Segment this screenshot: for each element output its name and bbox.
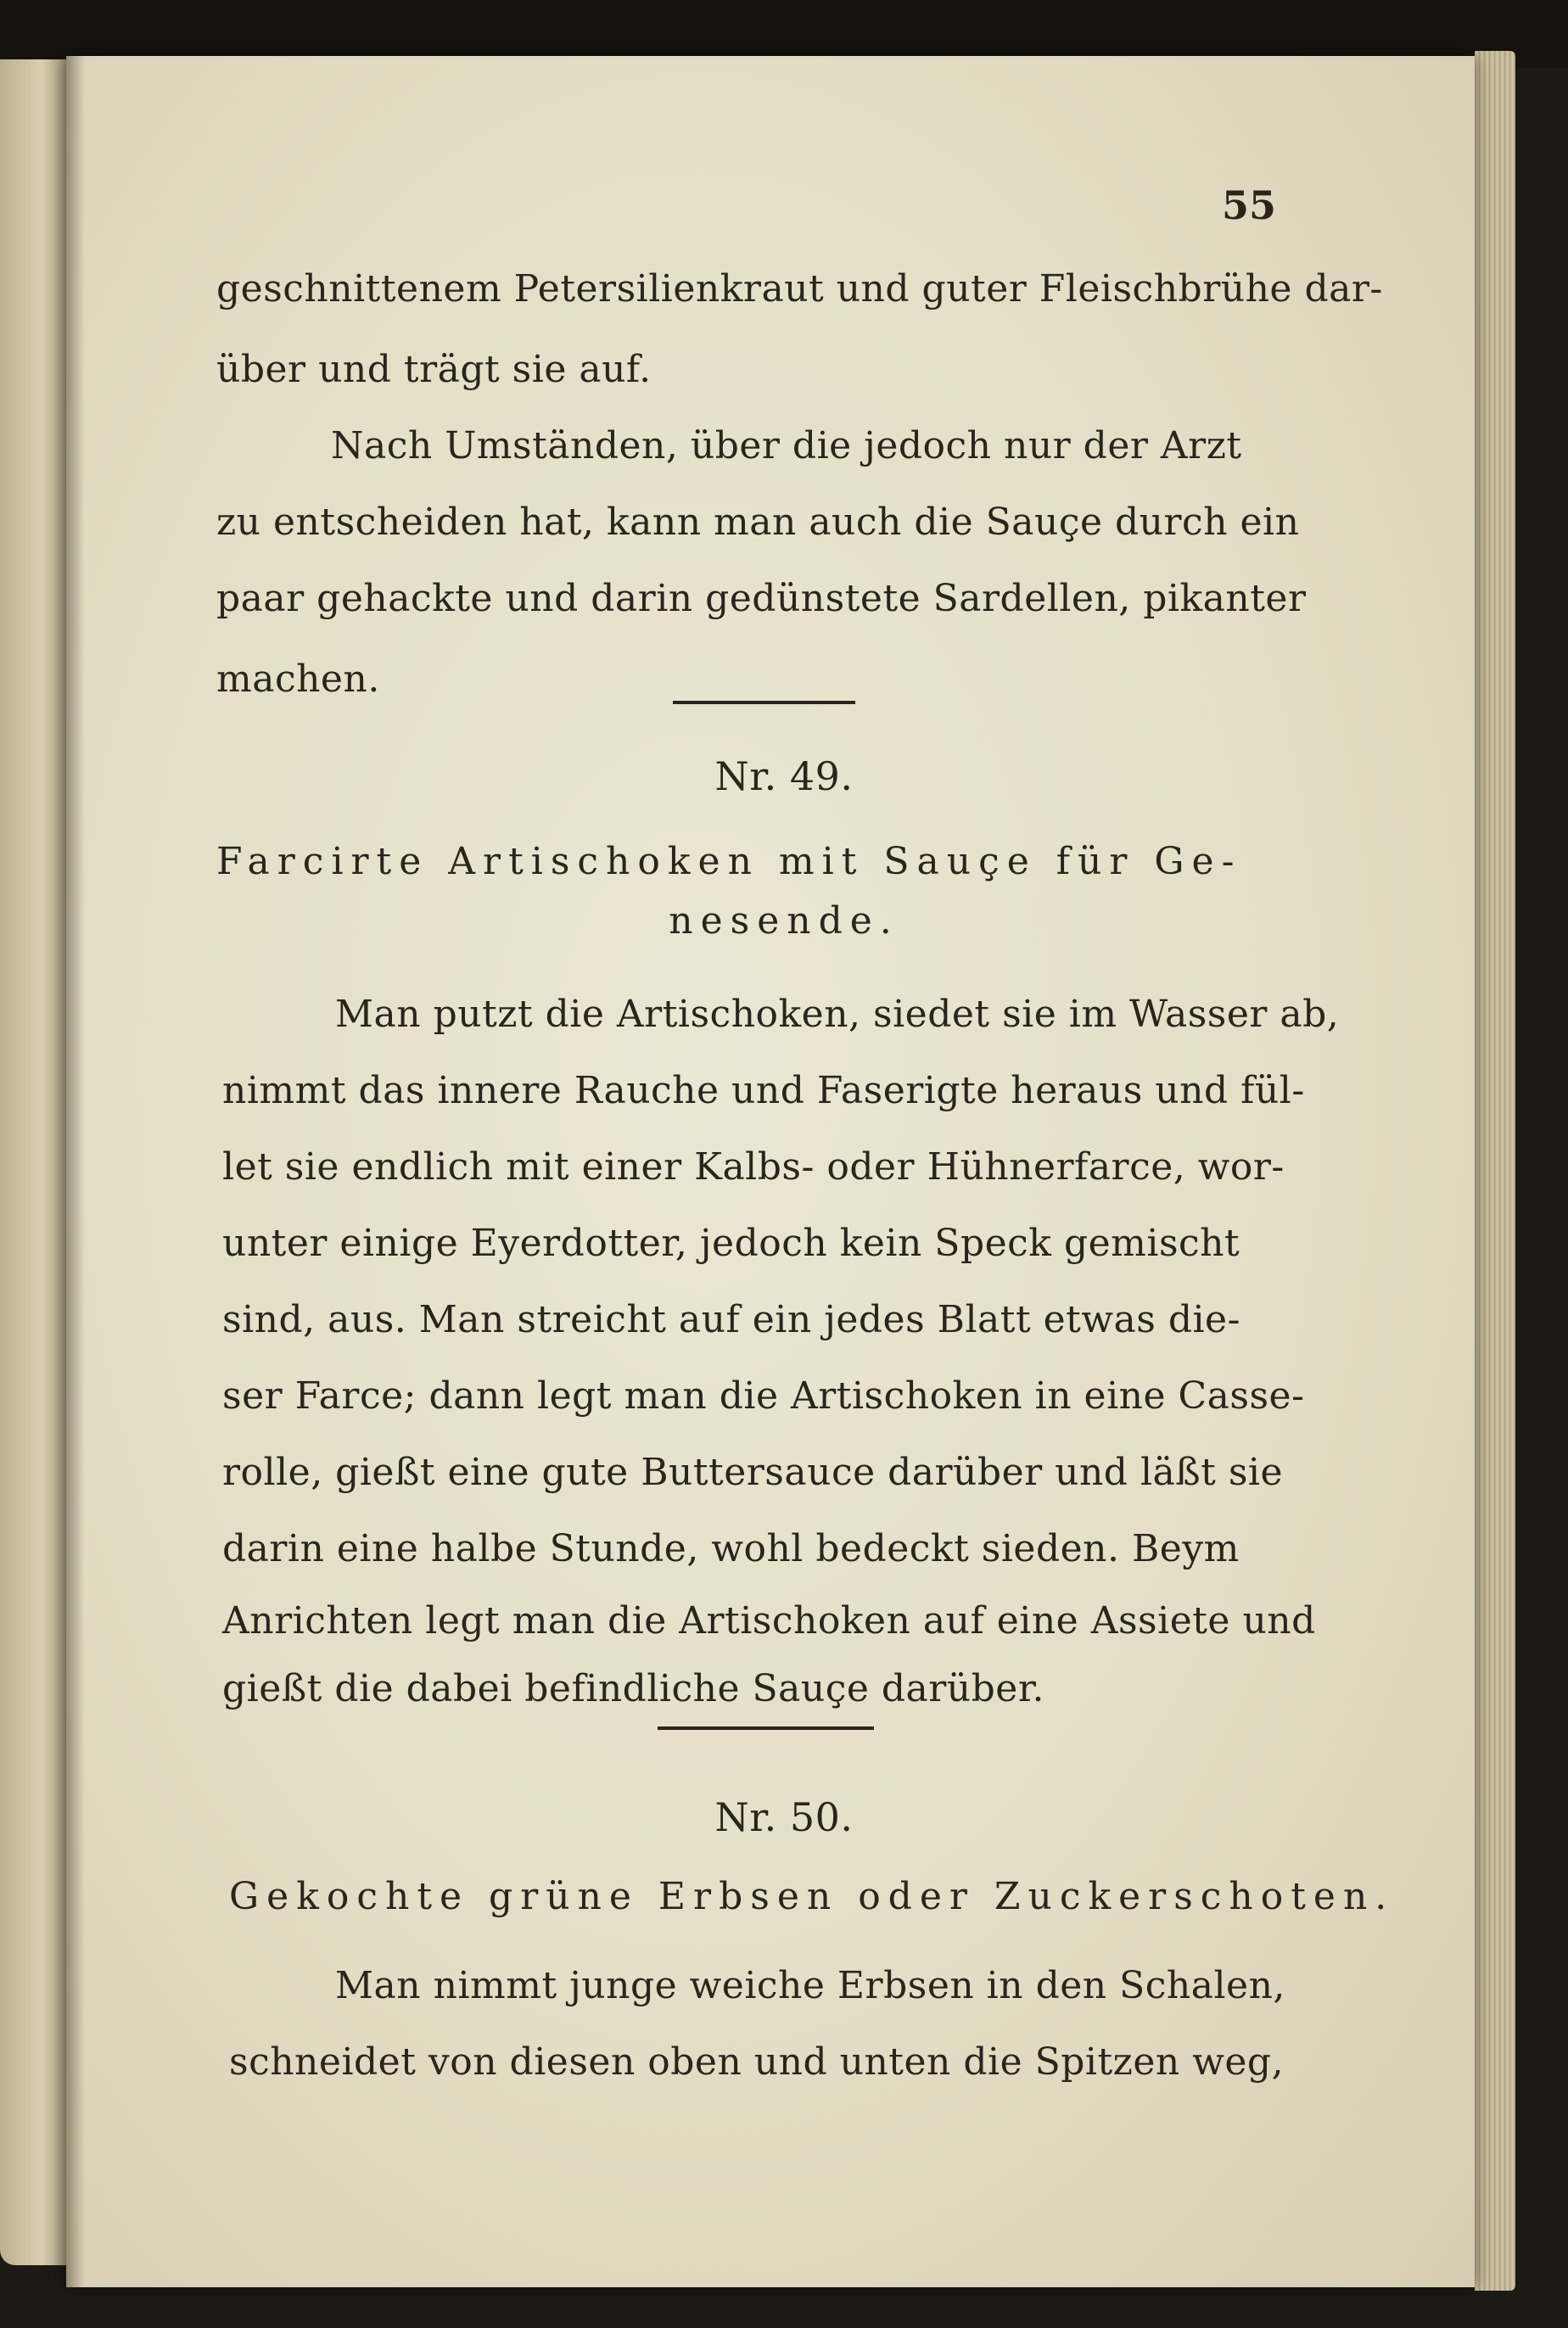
section-divider <box>673 701 855 704</box>
recipe-number: Nr. 50. <box>714 1794 854 1840</box>
text-line: machen. <box>216 658 380 701</box>
recipe-title: Farcirte Artischoken mit Sauçe für Ge- <box>216 840 1242 883</box>
text-line: über und trägt sie auf. <box>216 348 652 391</box>
recipe-number: Nr. 49. <box>714 753 854 799</box>
text-line: gießt die dabei befindliche Sauçe darüber. <box>222 1667 1045 1710</box>
text-line: sind, aus. Man streicht auf ein jedes Blatt etwas die- <box>222 1298 1240 1341</box>
text-line: nimmt das innere Rauche und Faserigte heraus und fül- <box>222 1069 1305 1112</box>
text-line: Anrichten legt man die Artischoken auf eine Assiete und <box>222 1599 1316 1642</box>
text-line: geschnittenem Petersilienkraut und guter Fleischbrühe dar- <box>216 267 1383 311</box>
text-line: unter einige Eyerdotter, jedoch kein Speck gemischt <box>222 1222 1240 1265</box>
page-stack-edge <box>1475 51 1515 2291</box>
text-line: rolle, gießt eine gute Buttersauce darüber und läßt sie <box>222 1451 1284 1494</box>
text-line: schneidet von diesen oben und unten die Spitzen weg, <box>229 2040 1285 2084</box>
text-line: Nach Umständen, über die jedoch nur der Arzt <box>331 424 1242 467</box>
text-line: Man putzt die Artischoken, siedet sie im Wasser ab, <box>335 993 1340 1036</box>
section-divider <box>658 1726 874 1730</box>
recipe-title: nesende. <box>669 899 899 943</box>
text-line: Man nimmt junge weiche Erbsen in den Schalen, <box>335 1964 1285 2007</box>
text-line: let sie endlich mit einer Kalbs- oder Hühnerfarce, wor- <box>222 1145 1285 1189</box>
page-gutter-shadow <box>66 56 85 2287</box>
previous-page-edge <box>0 59 76 2265</box>
text-line: paar gehackte und darin gedünstete Sardellen, pikanter <box>216 577 1307 620</box>
text-line: zu entscheiden hat, kann man auch die Sauçe durch ein <box>216 501 1300 544</box>
page-number: 55 <box>1222 182 1277 228</box>
recipe-title: Gekochte grüne Erbsen oder Zuckerschoten. <box>229 1875 1395 1918</box>
text-line: darin eine halbe Stunde, wohl bedeckt sieden. Beym <box>222 1527 1240 1570</box>
text-line: ser Farce; dann legt man die Artischoken in eine Casse- <box>222 1374 1305 1418</box>
